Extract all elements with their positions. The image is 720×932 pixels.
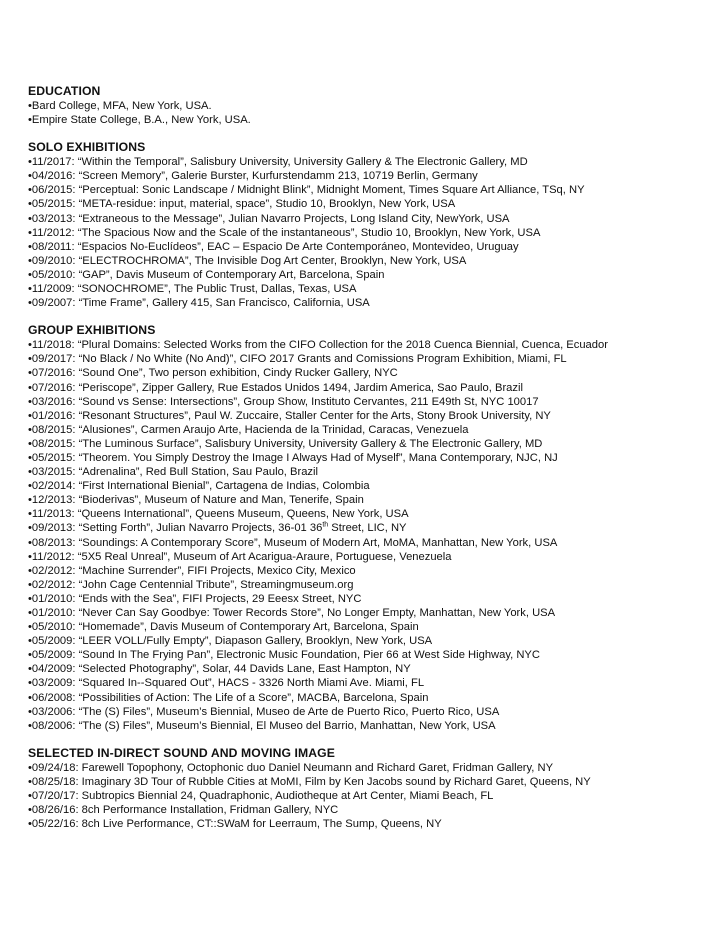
list-item: •07/20/17: Subtropics Biennial 24, Quadraphonic, Audiotheque at Art Center, Miami Beach, FL <box>28 790 494 803</box>
list-item: •11/2018: “Plural Domains: Selected Works from the CIFO Collection for the 2018 Cuenca Biennial, Cuenca, Ecuador <box>28 339 608 352</box>
list-item: •03/2013: “Extraneous to the Message”, Julian Navarro Projects, Long Island City, NewYork, USA <box>28 212 510 225</box>
list-item: •11/2012: “5X5 Real Unreal”, Museum of Art Acarigua-Araure, Portuguese, Venezuela <box>28 550 452 563</box>
list-item: •11/2009: “SONOCHROME”, The Public Trust, Dallas, Texas, USA <box>28 283 357 296</box>
list-item: •05/2009: “Sound In The Frying Pan”, Electronic Music Foundation, Pier 66 at West Side Highway, NYC <box>28 649 540 662</box>
section-heading: SOLO EXHIBITIONS <box>28 140 146 155</box>
education-section <box>28 84 698 127</box>
list-item: •03/2016: “Sound vs Sense: Intersections”, Group Show, Instituto Cervantes, 211 E49th St, NYC 10017 <box>28 395 539 408</box>
list-item: •04/2016: “Screen Memory”, Galerie Burster, Kurfurstendamm 213, 10719 Berlin, Germany <box>28 170 478 183</box>
section-heading: SELECTED IN-DIRECT SOUND AND MOVING IMAGE <box>28 745 335 760</box>
section-heading: EDUCATION <box>28 84 101 98</box>
section-heading: GROUP EXHIBITIONS <box>28 323 156 338</box>
list-item: •09/2007: “Time Frame”, Gallery 415, San Francisco, California, USA <box>28 297 370 310</box>
list-item: •09/2010: “ELECTROCHROMA”, The Invisible Dog Art Center, Brooklyn, New York, USA <box>28 254 467 267</box>
list-item: •07/2016: “Periscope”, Zipper Gallery, Rue Estados Unidos 1494, Jardim America, Sao Paulo, Brazil <box>28 381 523 394</box>
list-item: •Empire State College, B.A., New York, USA. <box>28 114 251 127</box>
list-item: •07/2016: “Sound One”, Two person exhibition, Cindy Rucker Gallery, NYC <box>28 367 398 380</box>
list-item: •02/2012: “John Cage Centennial Tribute”, Streamingmuseum.org <box>28 578 354 591</box>
list-item: •02/2012: “Machine Surrender”, FIFI Projects, Mexico City, Mexico <box>28 564 356 577</box>
solo-exhibitions-section <box>28 140 698 310</box>
list-item: •04/2009: “Selected Photography”, Solar, 44 Davids Lane, East Hampton, NY <box>28 663 411 676</box>
cv-page <box>28 84 698 844</box>
list-item: •01/2016: “Resonant Structures”, Paul W. Zuccaire, Staller Center for the Arts, Stony Brook University, NY <box>28 409 551 422</box>
list-item: •08/2015: “The Luminous Surface”, Salisbury University, University Gallery & The Electronic Gallery, MD <box>28 437 543 450</box>
list-item: •05/2009: “LEER VOLL/Fully Empty”, Diapason Gallery, Brooklyn, New York, USA <box>28 635 433 648</box>
list-item: •05/2015: “Theorem. You Simply Destroy the Image I Always Had of Myself”, Mana Contemporary, NJC, NJ <box>28 451 558 464</box>
list-item: •03/2009: “Squared In--Squared Out”, HACS - 3326 North Miami Ave. Miami, FL <box>28 677 425 690</box>
list-item: •01/2010: “Never Can Say Goodbye: Tower Records Store”, No Longer Empty, Manhattan, New York, USA <box>28 607 556 619</box>
list-item: •Bard College, MFA, New York, USA. <box>28 100 212 112</box>
list-item: •06/2015: “Perceptual: Sonic Landscape / Midnight Blink”, Midnight Moment, Times Square Art Alliance, TSq, NY <box>28 184 585 197</box>
list-item: •09/24/18: Farewell Topophony, Octophonic duo Daniel Neumann and Richard Garet, Fridman Gallery, NY <box>28 761 554 774</box>
group-exhibitions-section <box>28 323 698 733</box>
list-item: •08/2013: “Soundings: A Contemporary Score”, Museum of Modern Art, MoMA, Manhattan, New York, USA <box>28 536 558 549</box>
list-item: •03/2015: “Adrenalina”, Red Bull Station, Sau Paulo, Brazil <box>28 466 318 479</box>
sound-moving-image-section <box>28 746 698 831</box>
list-item: •11/2012: “The Spacious Now and the Scale of the instantaneous”, Studio 10, Brooklyn, New York, USA <box>28 226 541 239</box>
list-item: •05/2015: “META-residue: input, material, space”, Studio 10, Brooklyn, New York, USA <box>28 198 456 211</box>
list-item: •06/2008: “Possibilities of Action: The Life of a Score”, MACBA, Barcelona, Spain <box>28 691 429 704</box>
list-item: •12/2013: “Bioderivas”, Museum of Nature and Man, Tenerife, Spain <box>28 494 364 507</box>
list-item: •02/2014: “First International Bienial”, Cartagena de Indias, Colombia <box>28 480 370 493</box>
list-item: •09/2013: “Setting Forth”, Julian Navarro Projects, 36-01 36th Street, LIC, NY <box>28 521 407 535</box>
list-item: •03/2006: “The (S) Files”, Museum’s Biennial, Museo de Arte de Puerto Rico, Puerto Rico, USA <box>28 705 500 718</box>
list-item: •08/2015: “Alusiones”, Carmen Araujo Arte, Hacienda de la Trinidad, Caracas, Venezuela <box>28 423 469 436</box>
list-item: •05/22/16: 8ch Live Performance, CT::SWaM for Leerraum, The Sump, Queens, NY <box>28 818 442 831</box>
list-item: •08/25/18: Imaginary 3D Tour of Rubble Cities at MoMI, Film by Ken Jacobs sound by Richard Garet, Queens, NY <box>28 775 591 788</box>
list-item: •11/2017: “Within the Temporal”, Salisbury University, University Gallery & The Electronic Gallery, MD <box>28 156 528 169</box>
list-item: •11/2013: “Queens International”, Queens Museum, Queens, New York, USA <box>28 508 409 521</box>
list-item: •08/26/16: 8ch Performance Installation, Fridman Gallery, NYC <box>28 804 339 817</box>
list-item: •01/2010: “Ends with the Sea”, FIFI Projects, 29 Eeesx Street, NYC <box>28 592 362 605</box>
list-item: •05/2010: “GAP”, Davis Museum of Contemporary Art, Barcelona, Spain <box>28 268 385 281</box>
list-item: •08/2011: “Espacios No-Euclídeos”, EAC – Espacio De Arte Contemporáneo, Montevideo, Uruguay <box>28 240 519 253</box>
list-item: •08/2006: “The (S) Files”, Museum’s Biennial, El Museo del Barrio, Manhattan, New York, USA <box>28 719 496 732</box>
list-item: •05/2010: “Homemade”, Davis Museum of Contemporary Art, Barcelona, Spain <box>28 621 419 634</box>
list-item: •09/2017: “No Black / No White (No And)”, CIFO 2017 Grants and Comissions Program Exhibition, Miami, FL <box>28 353 567 366</box>
